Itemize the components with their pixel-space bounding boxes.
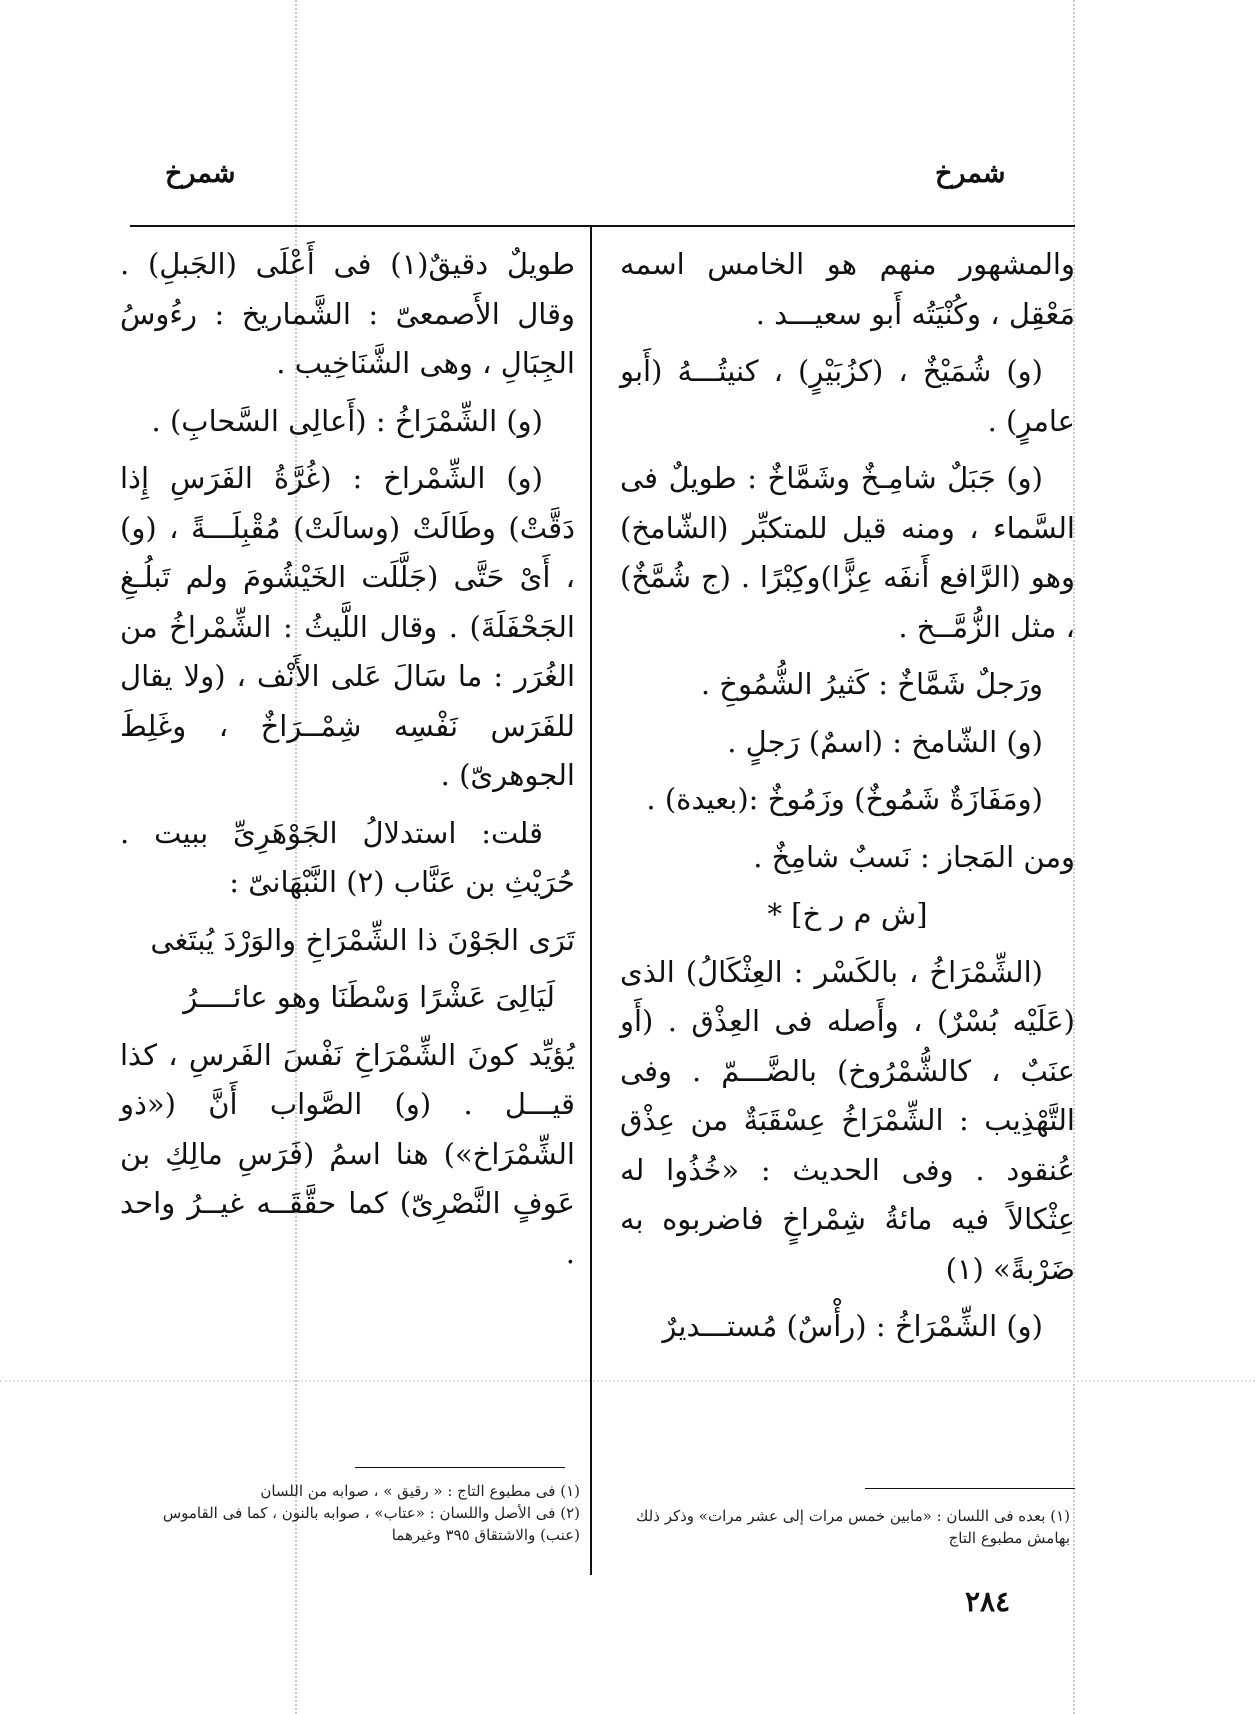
footnote-rule	[355, 1467, 565, 1468]
paragraph: (الشِّمْرَاخُ ، بالكَسْر : العِثْكَالُ) الذى (عَلَيْه بُسْرٌ) ، وأَصله فى العِذْق . (أَو عنَبٌ ، كالشُّمْرُوخ) بالضَّـــمّ . وفى التَّهْذِيب : الشِّمْرَاخُ عِسْقَبَةٌ من عِذْق عُنقود . وفى الحديث : «خُذُوا له عِثْكالاً فيه مائةُ شِمْراخٍ فاضربوه به ضَرْبةً» (١)	[620, 954, 1075, 1286]
paragraph: (و) جَبَلٌ شامِـخٌ وشَمَّاخٌ : طويلٌ فى السَّماء ، ومنه قيل للمتكبِّر (الشّامخ) وهو (الرَّافع أَنفَه عِزًّا)وكِبْرًا . (ج شُمَّخٌ) ، مثل الزُّمَّــخ .	[620, 461, 1075, 644]
footnote: (٢) فى الأصل واللسان : «عتاب» ، صوابه بالنون ، كما فى القاموس (عنب) والاشتقاق ٣٩٥ وغيرهما	[162, 1504, 580, 1544]
verse-line: تَرَى الجَوْنَ ذا الشِّمْرَاخِ والوَرْدَ يُبتَغى	[150, 922, 575, 957]
verse-line: لَيَالِىَ عَشْرًا وَسْطَنَا وهو عائــــرُ	[183, 980, 555, 1014]
running-header-left: شمرخ	[165, 158, 236, 189]
footnotes-right	[630, 1505, 1070, 1549]
paragraph: (ومَفَازَةٌ شَمُوخٌ) وزَمُوخٌ :(بعيدة) .	[646, 782, 1043, 816]
scan-fold-line	[0, 1380, 1255, 1382]
paragraph: (و) الشِّمْرَاخُ : (أَعالِى السَّحابِ) .	[151, 403, 543, 438]
paragraph: ومن المَجاز : نَسبٌ شامِخٌ .	[753, 839, 1075, 874]
paragraph: قلت: استدلالُ الجَوْهَرِىِّ ببيت . حُرَيْثِ بن عَنَّاب (٢) النَّبْهَانىّ :	[120, 815, 575, 899]
footnote: (١) بعده فى اللسان : «مابين خمس مرات إلى عشر مرات» وذكر ذلك بهامش مطبوع التاج	[636, 1507, 1070, 1547]
column-divider	[590, 225, 592, 1575]
right-column	[620, 240, 1075, 1360]
entry-heading: [ش م ر خ] *	[767, 897, 928, 931]
running-header-right: شمرخ	[935, 158, 1006, 189]
left-column	[120, 240, 575, 1286]
paragraph: يُؤيِّد كونَ الشِّمْرَاخِ نَفْسَ الفَرسِ ، كذا قيـــل . (و) الصَّواب أَنَّ («ذو الشِّمْرَاخ») هنا اسمُ (فَرَسِ مالِكِ بن عَوفٍ النَّصْرِىّ) كما حقَّقَــه غيــرُ واحد .	[120, 1037, 575, 1270]
paragraph: طويلٌ دقيقٌ(١) فى أَعْلَى (الجَبلِ) . وقال الأَصمعىّ : الشَّماريخ : رءُوسُ الجِبَالِ ، وهى الشَّنَاخِيب .	[120, 247, 576, 380]
paragraph: (و) الشِّمْرَاخُ : (رأْسٌ) مُستـــديرٌ	[662, 1309, 1043, 1343]
paragraph: ورَجلٌ شَمَّاخٌ : كَثيرُ الشُّمُوخِ .	[700, 667, 1043, 701]
paragraph: والمشهور منهم هو الخامس اسمه مَعْقِل ، وكُنْيَتُه أَبو سعيـــد .	[620, 247, 1075, 331]
page-number: ٢٨٤	[965, 1585, 1011, 1618]
paragraph: (و) الشِّمْراخ : (غُرَّةُ الفَرَسِ إِذا دَقَّتْ) وطَالَتْ (وسالَتْ) مُقْبِلَـــةً ، (و) ، أَىْ حَتَّى (جَلَّلَت الخَيْشُومَ ولم تَبلُـغِ الجَحْفَلَةَ) . وقال اللَّيثُ : الشِّمْراخُ من الغُرَر : ما سَالَ عَلى الأَنْف ، (ولا يقال للفَرَس نَفْسِه شِمْــرَاخٌ ، وغَلِطَ الجوهرىّ) .	[120, 461, 575, 792]
paragraph: (و) شُمَيْخٌ ، (كزُبَيْرٍ) ، كنيتُـــهُ (أَبو عامرٍ) .	[620, 354, 1075, 438]
footnotes-left	[120, 1480, 580, 1546]
footnote-rule	[865, 1488, 1075, 1489]
footnote: (١) فى مطبوع التاج : « رقيق » ، صوابه من اللسان	[260, 1482, 580, 1500]
paragraph: (و) الشّامخ : (اسمٌ) رَجلٍ .	[727, 724, 1043, 759]
header-rule	[130, 225, 1075, 227]
